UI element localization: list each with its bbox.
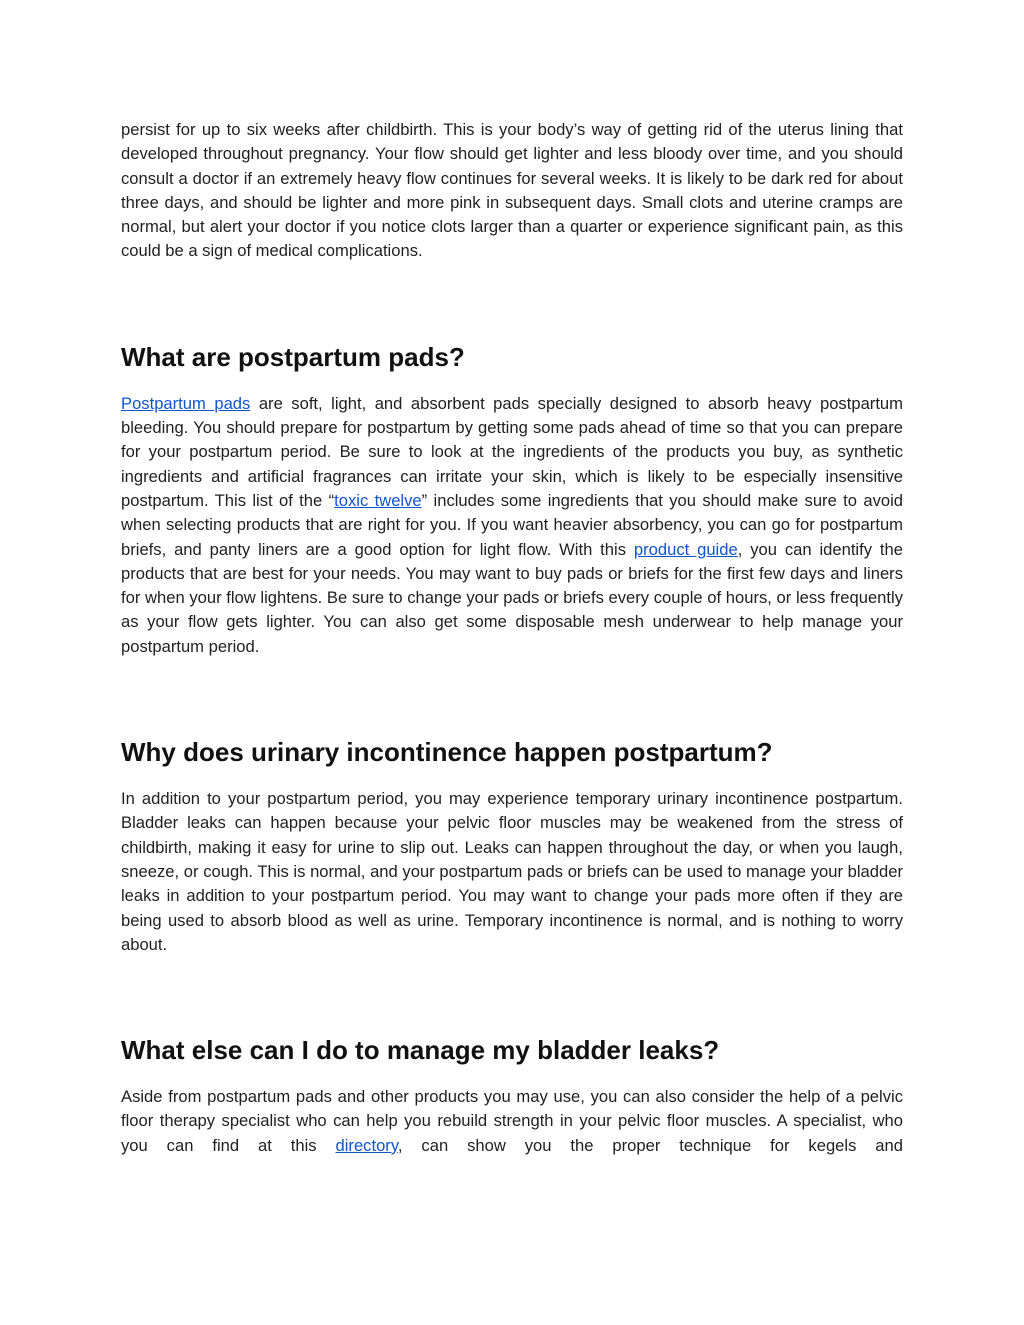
directory-link[interactable]: directory bbox=[335, 1135, 398, 1155]
manage-text-2: , can show you the proper technique for kegels and bbox=[397, 1135, 903, 1155]
incontinence-paragraph: In addition to your postpartum period, you may experience temporary urinary incontinence postpartum. Bladder leaks can happen because your pelvic floor muscles may be weakened from the stress of childbirth, making it easy for urine to slip out. Leaks can happen throughout the day, or when you laugh, sneeze, or cough. This is normal, and your postpartum pads or briefs can be used to manage your bladder leaks in addition to your postpartum period. You may want to change your pads more often if they are being used to absorb blood as well as urine. Temporary incontinence is normal, and is nothing to worry about. bbox=[121, 789, 903, 954]
intro-paragraph: persist for up to six weeks after childbirth. This is your body’s way of getting rid of the uterus lining that developed throughout pregnancy. Your flow should get lighter and less bloody over time, and you should consult a doctor if an extremely heavy flow continues for several weeks. It is likely to be dark red for about three days, and should be lighter and more pink in subsequent days. Small clots and uterine cramps are normal, but alert your doctor if you notice clots larger than a quarter or experience significant pain, as this could be a sign of medical complications. bbox=[121, 120, 903, 261]
pads-text-1: are soft, light, and absorbent pads specially designed to absorb heavy postpartum bleeding. You should prepare for postpartum by getting some pads ahead of time so that you can prepare for your postpartum period. Be sure to look at the ingredients of the products you buy, as synthetic ingredients and artificial fragrances can irritate your skin, which is likely to be especially insensitive postpartum. This list of the “ bbox=[121, 393, 903, 510]
document-body bbox=[121, 118, 903, 1158]
postpartum-pads-link[interactable]: Postpartum pads bbox=[121, 393, 251, 413]
manage-paragraph bbox=[121, 1085, 903, 1158]
heading-postpartum-pads: What are postpartum pads? bbox=[121, 341, 465, 372]
postpartum-pads-paragraph bbox=[121, 392, 903, 659]
pads-text-2: ” includes some ingredients that you should make sure to avoid when selecting products that are right for you. If you want heavier absorbency, you can go for postpartum briefs, and panty liners are a good option for light flow. With this bbox=[121, 490, 904, 559]
pads-text-3: , you can identify the products that are best for your needs. You may want to buy pads or briefs for the first few days and liners for when your flow lightens. Be sure to change your pads or briefs every couple of hours, or less frequently as your flow gets lighter. You can also get some disposable mesh underwear to help manage your postpartum period. bbox=[121, 539, 903, 656]
toxic-twelve-link[interactable]: toxic twelve bbox=[334, 490, 422, 510]
manage-text-1: Aside from postpartum pads and other products you may use, you can also consider the help of a pelvic floor therapy specialist who can help you rebuild strength in your pelvic floor muscles. A specialist, who you can find at this bbox=[121, 1087, 903, 1155]
product-guide-link[interactable]: product guide bbox=[633, 539, 738, 559]
heading-urinary-incontinence: Why does urinary incontinence happen postpartum? bbox=[121, 737, 773, 768]
heading-manage-bladder-leaks: What else can I do to manage my bladder leaks? bbox=[121, 1035, 720, 1066]
